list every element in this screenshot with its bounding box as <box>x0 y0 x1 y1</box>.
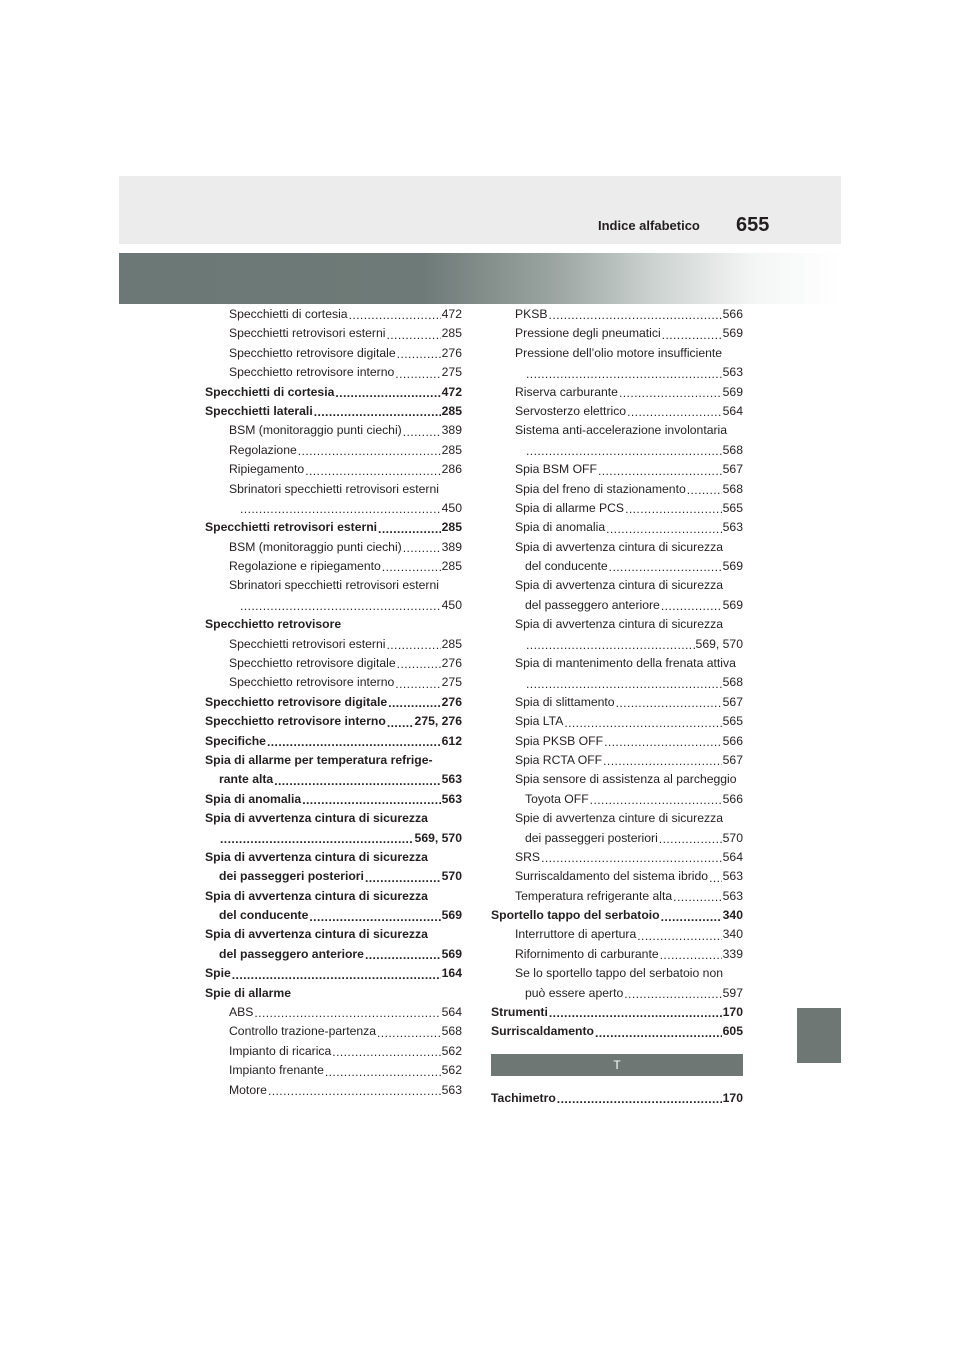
entry-text: rante alta <box>219 772 274 787</box>
dot-leader <box>232 964 441 983</box>
entry-text: Spia di avvertenza cintura di sicurezza <box>205 811 428 826</box>
index-entry <box>491 848 743 867</box>
entry-text: Spia RCTA OFF <box>515 752 603 767</box>
index-entry <box>491 305 743 324</box>
index-entry <box>491 790 743 809</box>
entry-page-number[interactable]: 276 <box>441 656 462 671</box>
entry-text: Impianto frenante <box>229 1063 324 1078</box>
entry-text: Specchietto retrovisore <box>205 617 342 632</box>
entry-text: del conducente <box>219 908 309 923</box>
dot-leader <box>365 945 441 964</box>
dot-leader <box>382 557 441 576</box>
dot-leader <box>661 906 722 925</box>
entry-text: Strumenti <box>491 1005 548 1020</box>
index-entry <box>205 984 462 1003</box>
entry-page-number[interactable]: 569 <box>722 597 743 612</box>
entry-text: del conducente <box>525 559 608 574</box>
entry-text: Servosterzo elettrico <box>515 403 627 418</box>
entry-page-number[interactable]: 276 <box>441 345 462 360</box>
entry-page-number[interactable]: 562 <box>441 1063 462 1078</box>
entry-page-number[interactable]: 568 <box>722 442 743 457</box>
index-entry <box>491 809 743 828</box>
entry-text: Spia di avvertenza cintura di sicurezza <box>515 617 723 632</box>
dot-leader <box>673 887 721 906</box>
entry-page-number[interactable]: 570 <box>722 830 743 845</box>
index-entry <box>205 596 462 615</box>
index-entry <box>491 441 743 460</box>
entry-text: Regolazione e ripiegamento <box>229 559 381 574</box>
entry-text: Sbrinatori specchietti retrovisori esterni <box>229 481 439 496</box>
entry-text: ABS <box>229 1005 254 1020</box>
entry-text: Specchietto retrovisore interno <box>205 714 386 729</box>
entry-page-number[interactable]: 450 <box>441 597 462 612</box>
section-thumb-tab <box>797 1008 841 1063</box>
entry-page-number[interactable]: 340 <box>722 908 743 923</box>
entry-text: BSM (monitoraggio punti ciechi) <box>229 423 402 438</box>
dot-leader <box>557 1089 722 1108</box>
dot-leader <box>403 421 441 440</box>
entry-page-number[interactable]: 569 <box>441 908 462 923</box>
entry-page-number[interactable]: 472 <box>441 384 462 399</box>
dot-leader <box>240 596 441 615</box>
entry-text: PKSB <box>515 306 548 321</box>
entry-page-number[interactable]: 566 <box>722 306 743 321</box>
index-entries-t <box>491 1089 743 1108</box>
index-entry <box>491 984 743 1003</box>
index-entry <box>205 887 462 906</box>
dot-leader <box>388 693 440 712</box>
entry-text: BSM (monitoraggio punti ciechi) <box>229 539 402 554</box>
index-entry <box>205 460 462 479</box>
entry-text: può essere aperto <box>525 985 624 1000</box>
index-entry <box>491 1022 743 1041</box>
entry-text: del passeggero anteriore <box>525 597 660 612</box>
dot-leader <box>687 480 722 499</box>
index-entry <box>205 480 462 499</box>
entry-text: Spia sensore di assistenza al parcheggio <box>515 772 737 787</box>
dot-leader <box>387 712 414 731</box>
index-entry <box>205 615 462 634</box>
entry-text: Spia LTA <box>515 714 564 729</box>
index-entry <box>205 518 462 537</box>
dot-leader <box>604 732 722 751</box>
entry-page-number[interactable]: 563 <box>441 772 462 787</box>
entry-text: Se lo sportello tappo del serbatoio non <box>515 966 724 981</box>
index-entry <box>491 964 743 983</box>
index-entry <box>205 673 462 692</box>
dot-leader <box>709 867 722 886</box>
entry-page-number[interactable]: 285 <box>441 559 462 574</box>
dot-leader <box>590 790 722 809</box>
entry-page-number[interactable]: 275, 276 <box>414 714 462 729</box>
index-entry <box>205 1022 462 1041</box>
dot-leader <box>564 712 721 731</box>
entry-text: Ripiegamento <box>229 462 305 477</box>
dot-leader <box>397 654 441 673</box>
dot-leader <box>595 1022 722 1041</box>
index-entry <box>491 344 743 363</box>
index-entry <box>205 945 462 964</box>
dot-leader <box>302 790 440 809</box>
entry-text: Riserva carburante <box>515 384 618 399</box>
index-entry <box>205 790 462 809</box>
entry-page-number[interactable]: 570 <box>441 869 462 884</box>
index-entry <box>491 732 743 751</box>
index-entry <box>205 751 462 770</box>
entry-page-number[interactable]: 569 <box>722 559 743 574</box>
dot-leader <box>627 402 722 421</box>
entry-page-number[interactable]: 569, 570 <box>414 830 462 845</box>
index-entry <box>205 344 462 363</box>
entry-page-number[interactable]: 562 <box>441 1043 462 1058</box>
index-entry <box>491 596 743 615</box>
entry-text: Spia di mantenimento della frenata attiva <box>515 656 736 671</box>
index-entry <box>491 383 743 402</box>
entry-page-number[interactable]: 567 <box>722 752 743 767</box>
dot-leader <box>305 460 440 479</box>
dot-leader <box>526 363 722 382</box>
entry-text: Specchietti di cortesia <box>205 384 335 399</box>
dot-leader <box>403 538 441 557</box>
entry-page-number[interactable]: 563 <box>722 869 743 884</box>
dot-leader <box>549 1003 722 1022</box>
index-entry <box>205 906 462 925</box>
dot-leader <box>325 1061 441 1080</box>
dot-leader <box>268 1081 441 1100</box>
index-entry <box>491 673 743 692</box>
entry-page-number[interactable]: 275 <box>441 675 462 690</box>
index-column-right <box>491 305 743 1108</box>
index-entry <box>491 654 743 673</box>
dot-leader <box>637 926 721 945</box>
entry-text: Regolazione <box>229 442 297 457</box>
dot-leader <box>603 751 722 770</box>
entry-text: Spia di anomalia <box>515 520 606 535</box>
index-entry <box>491 829 743 848</box>
dot-leader <box>541 848 722 867</box>
index-entry <box>491 460 743 479</box>
dot-leader <box>619 383 722 402</box>
entry-page-number[interactable]: 275 <box>441 365 462 380</box>
index-entry <box>205 1061 462 1080</box>
dot-leader <box>598 460 722 479</box>
index-entry <box>205 1003 462 1022</box>
entry-page-number[interactable]: 164 <box>441 966 462 981</box>
index-entry <box>491 712 743 731</box>
index-column-left <box>205 305 462 1100</box>
dot-leader <box>274 770 440 789</box>
index-entry <box>205 964 462 983</box>
index-entry <box>205 402 462 421</box>
entry-text: dei passeggeri posteriori <box>219 869 364 884</box>
entry-page-number[interactable]: 276 <box>441 694 462 709</box>
index-entry <box>491 363 743 382</box>
index-entry <box>491 751 743 770</box>
entry-text: Tachimetro <box>491 1090 556 1105</box>
index-entry <box>491 693 743 712</box>
entry-text: Surriscaldamento <box>491 1024 594 1039</box>
index-entry <box>205 1081 462 1100</box>
entry-page-number[interactable]: 566 <box>722 733 743 748</box>
entry-page-number[interactable]: 612 <box>441 733 462 748</box>
index-entry <box>491 324 743 343</box>
entry-text: Specchietto retrovisore digitale <box>229 656 396 671</box>
entry-text: dei passeggeri posteriori <box>525 830 658 845</box>
entry-text: Spia PKSB OFF <box>515 733 604 748</box>
index-entry <box>205 305 462 324</box>
index-entry <box>205 441 462 460</box>
entry-text: Spia BSM OFF <box>515 462 597 477</box>
index-entry <box>491 538 743 557</box>
index-entry <box>491 576 743 595</box>
header-band <box>119 176 841 244</box>
entry-text: Spie di allarme <box>205 985 292 1000</box>
entry-text: Temperatura refrigerante alta <box>515 888 673 903</box>
entry-text: Spia di slittamento <box>515 694 615 709</box>
dot-leader <box>298 441 441 460</box>
entry-page-number[interactable]: 569 <box>441 946 462 961</box>
entry-text: Rifornimento di carburante <box>515 946 659 961</box>
index-entry <box>205 770 462 789</box>
entry-text: Spia di avvertenza cintura di sicurezza <box>205 849 428 864</box>
dot-leader <box>386 635 440 654</box>
entry-page-number[interactable]: 340 <box>722 927 743 942</box>
dot-leader <box>377 1022 441 1041</box>
dot-leader <box>616 693 722 712</box>
entry-text: Spia di anomalia <box>205 791 302 806</box>
index-entry <box>205 926 462 945</box>
entry-page-number[interactable]: 567 <box>722 694 743 709</box>
entry-page-number[interactable]: 564 <box>722 849 743 864</box>
index-entry <box>205 557 462 576</box>
entry-page-number[interactable]: 285 <box>441 520 462 535</box>
index-entry <box>491 926 743 945</box>
dot-leader <box>254 1003 440 1022</box>
dot-leader <box>609 557 722 576</box>
dot-leader <box>335 383 440 402</box>
entry-page-number[interactable]: 450 <box>441 500 462 515</box>
entry-text: Spie di avvertenza cinture di sicurezza <box>515 811 723 826</box>
entry-text: Sistema anti-accelerazione involontaria <box>515 423 728 438</box>
index-entry <box>205 693 462 712</box>
dot-leader <box>378 518 441 537</box>
dot-leader <box>526 635 695 654</box>
dot-leader <box>386 324 440 343</box>
entry-text: Spia di avvertenza cintura di sicurezza <box>205 888 428 903</box>
entry-page-number[interactable]: 339 <box>722 946 743 961</box>
entry-text: Impianto di ricarica <box>229 1043 332 1058</box>
entry-text: Spia di allarme PCS <box>515 500 625 515</box>
index-entry <box>205 576 462 595</box>
entry-text: Motore <box>229 1082 267 1097</box>
entry-page-number[interactable]: 569 <box>722 326 743 341</box>
index-entry <box>491 421 743 440</box>
entry-page-number[interactable]: 568 <box>722 675 743 690</box>
dot-leader <box>659 829 722 848</box>
index-entry <box>491 635 743 654</box>
index-entry <box>491 615 743 634</box>
index-entry <box>205 538 462 557</box>
entry-text: Specchietti retrovisori esterni <box>229 326 386 341</box>
entry-page-number[interactable]: 564 <box>441 1005 462 1020</box>
entry-text: Specchietti laterali <box>205 403 313 418</box>
entry-page-number[interactable]: 389 <box>441 423 462 438</box>
index-entry <box>205 867 462 886</box>
entry-text: Toyota OFF <box>525 791 589 806</box>
index-entry <box>205 809 462 828</box>
entry-text: Spie <box>205 966 231 981</box>
entry-text: Specchietto retrovisore interno <box>229 365 395 380</box>
entry-page-number[interactable]: 563 <box>722 888 743 903</box>
dot-leader <box>662 324 722 343</box>
entry-text: Specchietti retrovisori esterni <box>229 636 386 651</box>
index-entry <box>491 945 743 964</box>
entry-page-number[interactable]: 569 <box>722 384 743 399</box>
decorative-gradient-bar <box>119 253 841 304</box>
entry-page-number[interactable]: 472 <box>441 306 462 321</box>
entry-page-number[interactable]: 565 <box>722 714 743 729</box>
entry-text: del passeggero anteriore <box>219 946 364 961</box>
index-entry <box>205 848 462 867</box>
index-entry <box>205 635 462 654</box>
entry-text: Spia di allarme per temperatura refrige- <box>205 752 433 767</box>
entry-page-number[interactable]: 566 <box>722 791 743 806</box>
index-entry <box>491 402 743 421</box>
index-entry <box>491 887 743 906</box>
index-entry <box>205 324 462 343</box>
dot-leader <box>332 1042 440 1061</box>
dot-leader <box>267 732 441 751</box>
entry-page-number[interactable]: 170 <box>722 1005 743 1020</box>
entry-text: Specchietto retrovisore digitale <box>229 345 396 360</box>
entry-text: Interruttore di apertura <box>515 927 637 942</box>
entry-page-number[interactable]: 568 <box>441 1024 462 1039</box>
entry-text: Pressione degli pneumatici <box>515 326 661 341</box>
index-entry <box>205 499 462 518</box>
index-entry <box>491 480 743 499</box>
entry-page-number[interactable]: 563 <box>441 791 462 806</box>
entry-page-number[interactable]: 563 <box>722 365 743 380</box>
dot-leader <box>309 906 440 925</box>
entry-text: Surriscaldamento del sistema ibrido <box>515 869 709 884</box>
entry-text: Spia di avvertenza cintura di sicurezza <box>205 927 428 942</box>
entry-text: Specchietti di cortesia <box>229 306 348 321</box>
dot-leader <box>661 596 722 615</box>
entry-text: Sbrinatori specchietti retrovisori esterni <box>229 578 439 593</box>
index-entry <box>205 654 462 673</box>
index-entry <box>491 906 743 925</box>
dot-leader <box>314 402 441 421</box>
dot-leader <box>365 867 441 886</box>
entry-text: Specifiche <box>205 733 266 748</box>
index-entry <box>205 829 462 848</box>
entry-page-number[interactable]: 389 <box>441 539 462 554</box>
entry-text: Specchietti retrovisori esterni <box>205 520 378 535</box>
entry-page-number[interactable]: 569, 570 <box>695 636 743 651</box>
index-entry <box>205 712 462 731</box>
entry-text: Sportello tappo del serbatoio <box>491 908 660 923</box>
index-entry <box>205 1042 462 1061</box>
index-entry <box>491 518 743 537</box>
entry-page-number[interactable]: 285 <box>441 442 462 457</box>
entry-page-number[interactable]: 567 <box>722 462 743 477</box>
entry-text: Pressione dell’olio motore insufficiente <box>515 345 723 360</box>
dot-leader <box>606 518 722 537</box>
dot-leader <box>395 363 440 382</box>
dot-leader <box>624 984 721 1003</box>
index-entry <box>205 421 462 440</box>
entry-page-number[interactable]: 568 <box>722 481 743 496</box>
entry-text: SRS <box>515 849 541 864</box>
entry-page-number[interactable]: 563 <box>722 520 743 535</box>
dot-leader <box>625 499 722 518</box>
section-header-t: T <box>491 1054 743 1076</box>
dot-leader <box>395 673 440 692</box>
entry-page-number[interactable]: 565 <box>722 500 743 515</box>
entry-page-number[interactable]: 605 <box>722 1024 743 1039</box>
index-entry <box>491 1089 743 1108</box>
index-entry <box>491 867 743 886</box>
header-title: Indice alfabetico <box>598 218 700 233</box>
entry-page-number[interactable]: 597 <box>722 985 743 1000</box>
page-number: 655 <box>736 214 770 236</box>
entry-text: Controllo trazione-partenza <box>229 1024 377 1039</box>
dot-leader <box>240 499 441 518</box>
entry-page-number[interactable]: 285 <box>441 636 462 651</box>
dot-leader <box>526 673 722 692</box>
dot-leader <box>349 305 441 324</box>
entry-text: Specchietto retrovisore interno <box>229 675 395 690</box>
index-entry <box>205 732 462 751</box>
dot-leader <box>397 344 441 363</box>
entry-page-number[interactable]: 170 <box>722 1090 743 1105</box>
entry-page-number[interactable]: 285 <box>441 403 462 418</box>
entry-text: Spia di avvertenza cintura di sicurezza <box>515 539 723 554</box>
index-entry <box>205 383 462 402</box>
dot-leader <box>526 441 722 460</box>
dot-leader <box>660 945 722 964</box>
entry-text: Specchietto retrovisore digitale <box>205 694 388 709</box>
index-entry <box>491 1003 743 1022</box>
dot-leader <box>549 305 722 324</box>
index-entry <box>491 770 743 789</box>
entry-text: Spia di avvertenza cintura di sicurezza <box>515 578 723 593</box>
index-entry <box>491 557 743 576</box>
entry-page-number[interactable]: 285 <box>441 326 462 341</box>
entry-page-number[interactable]: 286 <box>441 462 462 477</box>
entry-page-number[interactable]: 563 <box>441 1082 462 1097</box>
entry-text: Spia del freno di stazionamento <box>515 481 686 496</box>
index-entry <box>491 499 743 518</box>
entry-page-number[interactable]: 564 <box>722 403 743 418</box>
index-entry <box>205 363 462 382</box>
index-entries-right <box>491 305 743 1042</box>
dot-leader <box>220 829 414 848</box>
